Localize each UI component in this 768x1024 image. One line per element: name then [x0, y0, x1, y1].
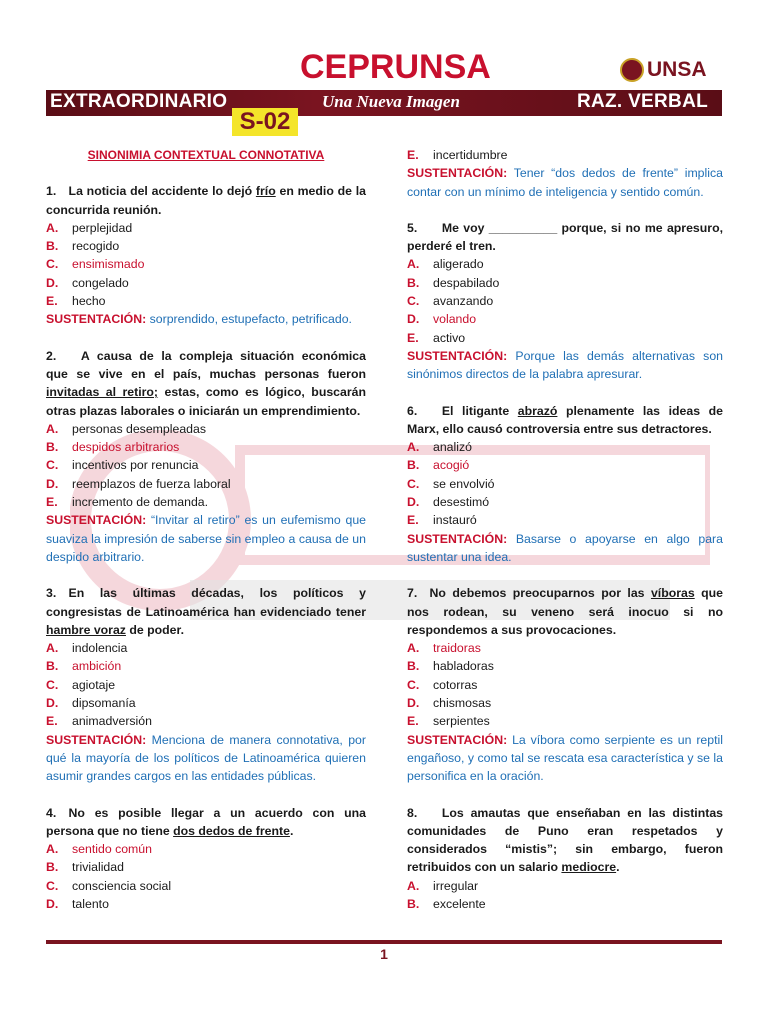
option-a: A. perplejidad [46, 220, 133, 235]
option-d-correct: D. volando [407, 312, 477, 327]
unsa-logo [620, 58, 707, 82]
question-4: 4. No es posible llegar a un acuerdo con una persona que no tiene dos dedos de frente. [46, 805, 366, 838]
option-a: A. personas desempleadas [46, 421, 206, 436]
option-e: E. incertidumbre [407, 148, 508, 162]
explanation-1: SUSTENTACIÓN: sorprendido, estupefacto, petrificado. [46, 312, 352, 327]
question-1: 1. La noticia del accidente lo dejó frío en medio de la concurrida reunión. [46, 184, 366, 217]
option-c: C. avanzando [407, 294, 494, 309]
option-b-correct: B. acogió [407, 458, 470, 473]
question-6: 6. El litigante abrazó plenamente las ideas de Marx, ello causó controversia entre sus detractores. [407, 403, 723, 436]
option-c: C. cotorras [407, 677, 478, 692]
explanation-7: SUSTENTACIÓN: La víbora como serpiente es un reptil engañoso, y como tal se rescata esa característica y se la personifica en la oración. [407, 732, 723, 784]
option-a-correct: A. traidoras [407, 641, 481, 656]
option-a: A. irregular [407, 878, 479, 893]
explanation-4: SUSTENTACIÓN: Tener “dos dedos de frente” implica contar con un mínimo de inteligencia y sentido común. [407, 166, 723, 199]
explanation-2: SUSTENTACIÓN: “Invitar al retiro” es un eufemismo que suaviza la impresión de saberse sin empleo a causa de un despido arbitrario. [46, 513, 366, 564]
seal-icon [620, 58, 644, 82]
brand-slogan: Una Nueva Imagen [322, 92, 460, 111]
option-e: E. instauró [407, 513, 477, 528]
option-b: B. excelente [407, 896, 486, 911]
option-a: A. analizó [407, 440, 472, 455]
option-c: C. agiotaje [46, 677, 116, 692]
brand-logo: CEPRUNSA [300, 48, 491, 86]
option-b-correct: B. ambición [46, 659, 122, 674]
question-7: 7. No debemos preocuparnos por las víboras que nos rodean, su veneno será inocuo si no respondemos a sus provocaciones. [407, 586, 723, 637]
question-5: 5. Me voy __________ porque, si no me apresuro, perderé el tren. [407, 220, 723, 254]
option-e: E. serpientes [407, 714, 490, 729]
option-c: C. se envolvió [407, 476, 495, 491]
course-name: RAZ. VERBAL [576, 91, 708, 112]
right-column [407, 146, 723, 913]
page-number: 1 [380, 946, 388, 962]
option-c-correct: C. ensimismado [46, 257, 145, 272]
left-column [46, 146, 366, 913]
option-b: B. despabilado [407, 275, 500, 290]
option-b-correct: B. despidos arbitrarios [46, 440, 180, 455]
question-2: 2. A causa de la compleja situación económica que se vive en el país, muchas personas fueron invitadas al retiro; estas, como es lógico, buscarán otras plazas laborales o iniciarán un emprendimiento. [46, 348, 366, 418]
option-d: D. chismosas [407, 696, 492, 711]
explanation-5: SUSTENTACIÓN: Porque las demás alternativas son sinónimos directos de la palabra apresurar. [407, 348, 723, 382]
option-d: D. talento [46, 896, 109, 911]
option-a: A. aligerado [407, 257, 484, 272]
section-title: SINONIMIA CONTEXTUAL CONNOTATIVA [87, 148, 325, 162]
option-d: D. congelado [46, 275, 129, 290]
option-e: E. animadversión [46, 714, 152, 729]
explanation-6: SUSTENTACIÓN: Basarse o apoyarse en algo para sustentar una idea. [407, 531, 723, 564]
option-b: B. recogido [46, 239, 120, 254]
option-d: D. reemplazos de fuerza laboral [46, 476, 231, 491]
option-c: C. consciencia social [46, 878, 172, 893]
unsa-logo-text: UNSA [647, 58, 707, 81]
explanation-3: SUSTENTACIÓN: Menciona de manera connotativa, por qué la mayoría de los políticos de Latinoamérica quieren asumir grandes cargos en las entidades públicas. [46, 732, 366, 784]
question-8: 8. Los amautas que enseñaban en las distintas comunidades de Puno eran respetados y considerados “mistis”; sin embargo, fueron retribuidos con un salario mediocre. [407, 805, 723, 875]
page-header [0, 0, 768, 140]
option-e: E. activo [407, 330, 466, 345]
option-b: B. trivialidad [46, 860, 124, 875]
option-a: A. indolencia [46, 641, 128, 656]
option-e: E. hecho [46, 294, 106, 309]
option-a-correct: A. sentido común [46, 842, 152, 857]
session-badge: S-02 [232, 108, 298, 136]
option-d: D. dipsomanía [46, 696, 136, 711]
footer-divider [46, 940, 722, 944]
option-d: D. desestimó [407, 495, 490, 510]
exam-type: EXTRAORDINARIO [50, 91, 228, 112]
option-b: B. habladoras [407, 659, 494, 674]
question-3: 3. En las últimas décadas, los políticos y congresistas de Latinoamérica han evidenciado tener hambre voraz de poder. [46, 586, 366, 637]
option-c: C. incentivos por renuncia [46, 458, 199, 473]
option-e: E. incremento de demanda. [46, 495, 209, 510]
